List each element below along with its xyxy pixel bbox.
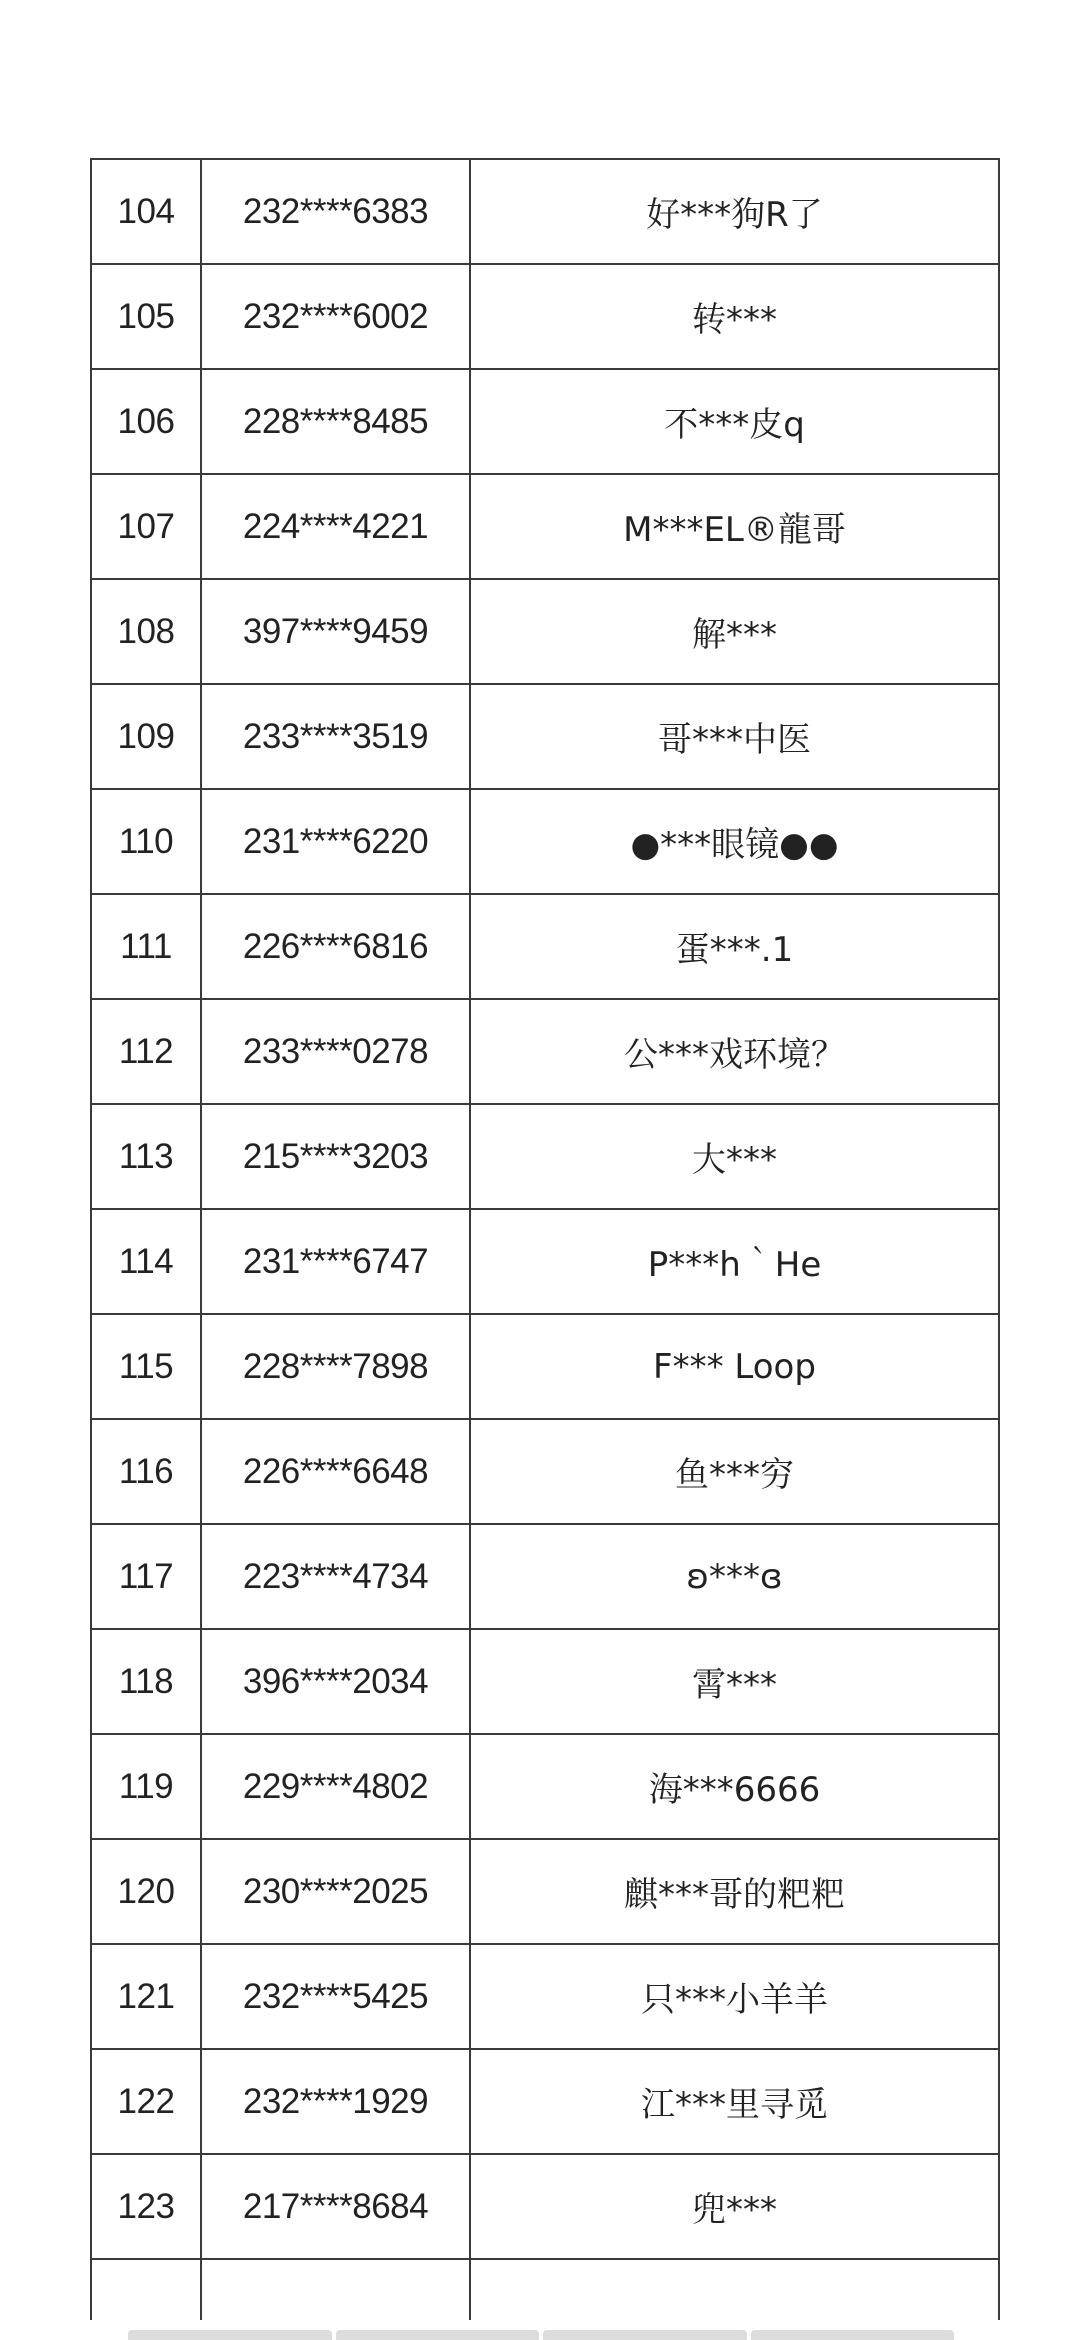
indicator-segment <box>336 2330 540 2340</box>
winners-table <box>90 158 1000 2320</box>
table-row <box>91 1104 999 1209</box>
user-id-cell: 228****7898 <box>201 1314 470 1419</box>
user-id-cell: 232****5425 <box>201 1944 470 2049</box>
table-row <box>91 1314 999 1419</box>
rank-cell: 123 <box>91 2154 201 2259</box>
user-id-cell: 231****6220 <box>201 789 470 894</box>
rank-cell: 105 <box>91 264 201 369</box>
rank-cell: 106 <box>91 369 201 474</box>
nickname-cell: 麒***哥的粑粑 <box>470 1839 999 1944</box>
table-row <box>91 264 999 369</box>
user-id-cell: 226****6648 <box>201 1419 470 1524</box>
user-id-cell: 228****8485 <box>201 369 470 474</box>
user-id-cell: 232****6383 <box>201 159 470 264</box>
nickname-cell: 海***6666 <box>470 1734 999 1839</box>
rank-cell: 115 <box>91 1314 201 1419</box>
table-row <box>91 2154 999 2259</box>
user-id-cell: 223****4734 <box>201 1524 470 1629</box>
table-row <box>91 1419 999 1524</box>
nickname-cell <box>470 2259 999 2320</box>
user-id-cell: 231****6747 <box>201 1209 470 1314</box>
user-id-cell: 396****2034 <box>201 1629 470 1734</box>
rank-cell: 109 <box>91 684 201 789</box>
table-row <box>91 1209 999 1314</box>
nickname-cell: 蛋***.1 <box>470 894 999 999</box>
user-id-cell: 232****1929 <box>201 2049 470 2154</box>
user-id-cell: 224****4221 <box>201 474 470 579</box>
nickname-cell: 好***狗R了 <box>470 159 999 264</box>
rank-cell: 111 <box>91 894 201 999</box>
table-row <box>91 1734 999 1839</box>
rank-cell: 118 <box>91 1629 201 1734</box>
user-id-cell: 233****3519 <box>201 684 470 789</box>
rank-cell: 112 <box>91 999 201 1104</box>
nickname-cell: ●***眼镜●● <box>470 789 999 894</box>
table-row <box>91 159 999 264</box>
rank-cell: 104 <box>91 159 201 264</box>
table-row <box>91 1839 999 1944</box>
table-row <box>91 1629 999 1734</box>
nickname-cell: ʚ***ɞ <box>470 1524 999 1629</box>
nickname-cell: 鱼***穷 <box>470 1419 999 1524</box>
rank-cell: 107 <box>91 474 201 579</box>
user-id-cell: 232****6002 <box>201 264 470 369</box>
nickname-cell: M***EL®龍哥 <box>470 474 999 579</box>
rank-cell: 110 <box>91 789 201 894</box>
rank-cell <box>91 2259 201 2320</box>
nickname-cell: 不***皮q <box>470 369 999 474</box>
bottom-scroll-indicator <box>128 2330 954 2340</box>
table-row <box>91 789 999 894</box>
winners-table-body <box>91 159 999 2320</box>
nickname-cell: 江***里寻觅 <box>470 2049 999 2154</box>
indicator-segment <box>128 2330 332 2340</box>
rank-cell: 113 <box>91 1104 201 1209</box>
table-row <box>91 684 999 789</box>
indicator-segment <box>543 2330 747 2340</box>
table-row-partial <box>91 2259 999 2320</box>
rank-cell: 122 <box>91 2049 201 2154</box>
table-row <box>91 474 999 579</box>
user-id-cell: 230****2025 <box>201 1839 470 1944</box>
table-row <box>91 999 999 1104</box>
rank-cell: 117 <box>91 1524 201 1629</box>
winners-table-container <box>90 158 998 2320</box>
nickname-cell: P***h｀He <box>470 1209 999 1314</box>
user-id-cell: 226****6816 <box>201 894 470 999</box>
table-row <box>91 369 999 474</box>
user-id-cell: 233****0278 <box>201 999 470 1104</box>
nickname-cell: 哥***中医 <box>470 684 999 789</box>
user-id-cell: 215****3203 <box>201 1104 470 1209</box>
rank-cell: 114 <box>91 1209 201 1314</box>
table-row <box>91 1944 999 2049</box>
table-row <box>91 1524 999 1629</box>
table-row <box>91 2049 999 2154</box>
nickname-cell: 解*** <box>470 579 999 684</box>
nickname-cell: 兜*** <box>470 2154 999 2259</box>
rank-cell: 120 <box>91 1839 201 1944</box>
nickname-cell: 转*** <box>470 264 999 369</box>
table-row <box>91 579 999 684</box>
user-id-cell: 397****9459 <box>201 579 470 684</box>
nickname-cell: 大*** <box>470 1104 999 1209</box>
rank-cell: 108 <box>91 579 201 684</box>
user-id-cell: 229****4802 <box>201 1734 470 1839</box>
table-row <box>91 894 999 999</box>
nickname-cell: 只***小羊羊 <box>470 1944 999 2049</box>
nickname-cell: 公***戏环境？ <box>470 999 999 1104</box>
user-id-cell: 217****8684 <box>201 2154 470 2259</box>
nickname-cell: F*** Loop <box>470 1314 999 1419</box>
user-id-cell <box>201 2259 470 2320</box>
indicator-segment <box>751 2330 955 2340</box>
rank-cell: 121 <box>91 1944 201 2049</box>
nickname-cell: 霄*** <box>470 1629 999 1734</box>
rank-cell: 119 <box>91 1734 201 1839</box>
rank-cell: 116 <box>91 1419 201 1524</box>
